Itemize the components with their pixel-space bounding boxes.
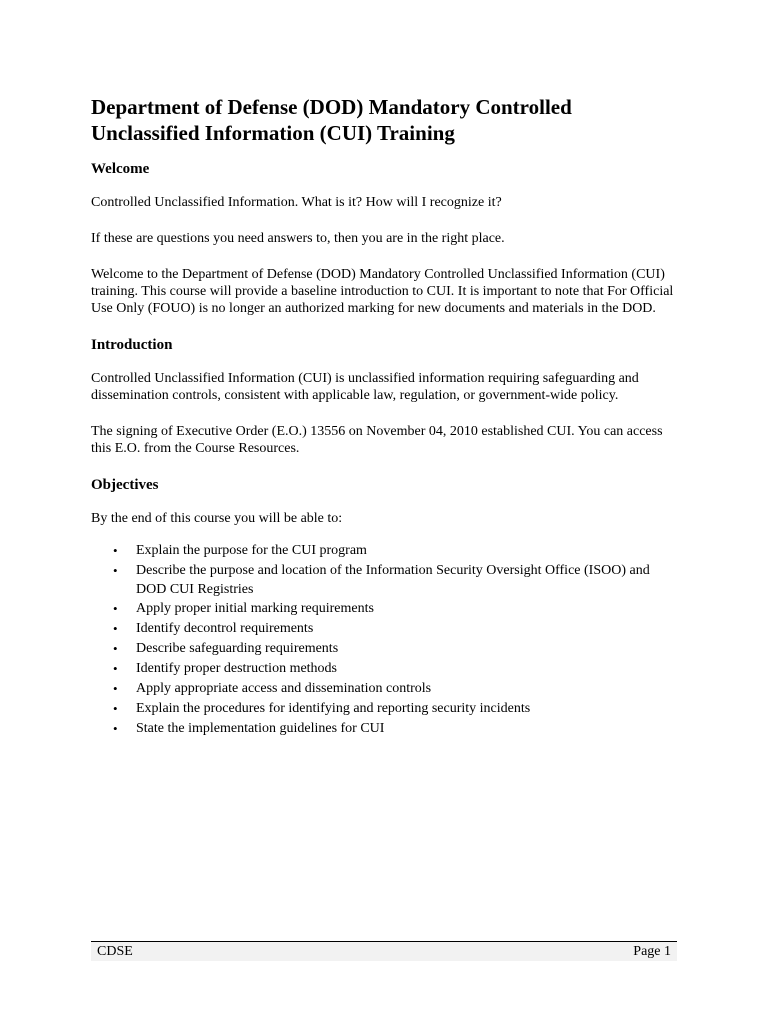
list-item-text: Apply appropriate access and dissemination controls: [136, 681, 432, 696]
list-item: [91, 561, 681, 599]
bullet-icon: •: [113, 601, 118, 616]
list-item-text: Explain the purpose for the CUI program: [136, 543, 367, 558]
list-item-text: Apply proper initial marking requirements: [136, 601, 374, 616]
introduction-paragraph-2: The signing of Executive Order (E.O.) 13556 on November 04, 2010 established CUI. You can access this E.O. from the Course Resources.: [91, 424, 663, 456]
welcome-paragraph-3: Welcome to the Department of Defense (DOD) Mandatory Controlled Unclassified Information (CUI) training. This course will provide a baseline introduction to CUI. It is important to note that For Official Use Only (FOUO) is no longer an authorized marking for new documents and materials in the DOD.: [91, 267, 674, 316]
list-item-text: Describe safeguarding requirements: [136, 641, 339, 656]
section-heading-objectives: Objectives: [91, 477, 159, 493]
list-item: [91, 659, 681, 679]
list-item-text: Identify decontrol requirements: [136, 621, 314, 636]
document-title: Department of Defense (DOD) Mandatory Controlled Unclassified Information (CUI) Training: [91, 95, 572, 145]
document-page: [91, 94, 681, 739]
welcome-paragraph-2: If these are questions you need answers to, then you are in the right place.: [91, 231, 505, 246]
list-item: [91, 719, 681, 739]
bullet-icon: •: [113, 661, 118, 676]
list-item-text: Identify proper destruction methods: [136, 661, 338, 676]
page-number: Page 1: [633, 944, 671, 959]
section-objectives: [91, 476, 681, 739]
list-item: [91, 699, 681, 719]
bullet-icon: •: [113, 701, 118, 716]
bullet-icon: •: [113, 563, 118, 578]
bullet-icon: •: [113, 543, 118, 558]
list-item: [91, 541, 681, 561]
introduction-paragraph-1: Controlled Unclassified Information (CUI) is unclassified information requiring safeguarding and dissemination controls, consistent with applicable law, regulation, or government-wide policy.: [91, 371, 639, 403]
page-footer: [91, 941, 677, 961]
section-heading-welcome: Welcome: [91, 161, 150, 177]
objectives-intro: By the end of this course you will be able to:: [91, 511, 343, 526]
section-introduction: [91, 336, 681, 457]
list-item: [91, 679, 681, 699]
bullet-icon: •: [113, 641, 118, 656]
list-item-text: Explain the procedures for identifying and reporting security incidents: [136, 701, 531, 716]
section-welcome: [91, 160, 681, 317]
bullet-icon: •: [113, 721, 118, 736]
objectives-list: [91, 541, 681, 739]
bullet-icon: •: [113, 621, 118, 636]
list-item-text: State the implementation guidelines for CUI: [136, 721, 385, 736]
section-heading-introduction: Introduction: [91, 337, 173, 353]
list-item: [91, 619, 681, 639]
bullet-icon: •: [113, 681, 118, 696]
footer-organization: CDSE: [97, 944, 133, 959]
list-item: [91, 599, 681, 619]
welcome-paragraph-1: Controlled Unclassified Information. What is it? How will I recognize it?: [91, 195, 502, 210]
list-item: [91, 639, 681, 659]
list-item-text: Describe the purpose and location of the Information Security Oversight Office (ISOO) and DOD CUI Registries: [136, 563, 650, 597]
